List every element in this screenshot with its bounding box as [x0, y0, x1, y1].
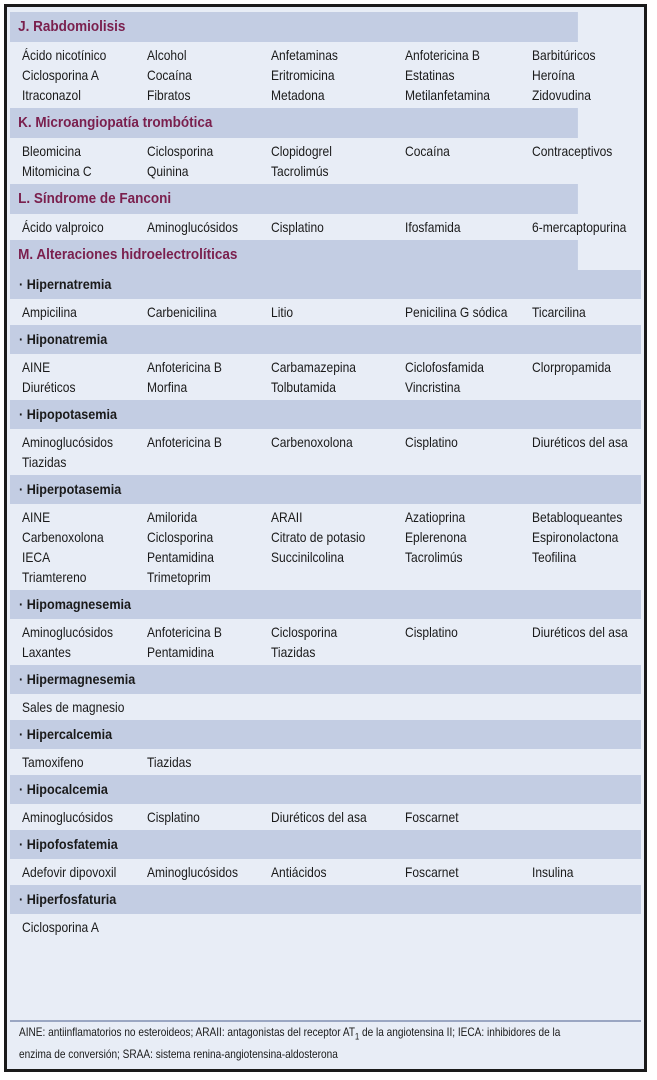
subsection-heading [10, 475, 641, 504]
subsection-title: · Hipermagnesemia [19, 671, 136, 687]
drug-name: Pentamidina [147, 549, 214, 565]
drug-name: Diuréticos del asa [532, 624, 628, 640]
drug-name: Anfotericina B [147, 434, 222, 450]
drug-row [10, 622, 641, 642]
subsection-title: · Hipocalcemia [19, 781, 108, 797]
subsection-heading [10, 270, 641, 299]
drug-row [10, 45, 641, 65]
drug-name: Triamtereno [22, 569, 87, 585]
drug-name: Tiazidas [147, 754, 192, 770]
drug-row [10, 697, 641, 717]
footnote-line-2: enzima de conversión; SRAA: sistema renina-angiotensina-aldosterona [19, 1047, 338, 1062]
drug-row [10, 917, 641, 937]
drug-name: Aminoglucósidos [22, 809, 114, 825]
footnote-text: AINE: antiinflamatorios no esteroideos; ARAII: antagonistas del receptor AT [19, 1025, 355, 1039]
drug-name: Diuréticos del asa [271, 809, 367, 825]
drug-name: Tacrolimús [405, 549, 463, 565]
drug-name: Barbitúricos [532, 47, 596, 63]
drug-list [10, 694, 641, 720]
drug-list [10, 914, 641, 940]
drug-name: Foscarnet [405, 809, 459, 825]
drug-name: Fibratos [147, 87, 191, 103]
drug-name: Aminoglucósidos [22, 434, 114, 450]
drug-name: Tiazidas [271, 644, 316, 660]
drug-name: Adefovir dipovoxil [22, 864, 117, 880]
drug-name: Cisplatino [271, 219, 324, 235]
drug-name: Espironolactona [532, 529, 619, 545]
drug-row [10, 642, 641, 662]
footnote-line-1 [19, 1023, 561, 1045]
drug-name: Bleomicina [22, 143, 81, 159]
subsection-heading [10, 885, 641, 914]
subsection-heading [10, 830, 641, 859]
drug-row [10, 302, 641, 322]
drug-name: Anfotericina B [147, 624, 222, 640]
drug-row [10, 161, 641, 181]
drug-name: Ifosfamida [405, 219, 461, 235]
drug-row [10, 567, 641, 587]
drug-row [10, 357, 641, 377]
drug-row [10, 65, 641, 85]
section-heading: J. Rabdomiolisis [10, 12, 578, 42]
drug-name: AINE [22, 359, 51, 375]
drug-list [10, 138, 641, 184]
drug-name: Azatioprina [405, 509, 466, 525]
drug-list [10, 749, 641, 775]
subsection-title: · Hiponatremia [19, 331, 108, 347]
drug-name: Anfetaminas [271, 47, 338, 63]
drug-name: Ciclosporina A [22, 919, 99, 935]
drug-row [10, 432, 641, 452]
table-body [10, 12, 641, 940]
drug-name: Betabloqueantes [532, 509, 623, 525]
drug-list [10, 354, 641, 400]
drug-name: Ticarcilina [532, 304, 586, 320]
drug-row [10, 527, 641, 547]
drug-name: Aminoglucósidos [147, 219, 239, 235]
drug-name: AINE [22, 509, 51, 525]
drug-name: Tacrolimús [271, 163, 329, 179]
drug-name: Cocaína [147, 67, 192, 83]
drug-name: Carbenicilina [147, 304, 217, 320]
drug-name: Morfina [147, 379, 188, 395]
drug-name: Zidovudina [532, 87, 591, 103]
drug-name: Ciclosporina [271, 624, 338, 640]
drug-name: Cocaína [405, 143, 450, 159]
drug-row [10, 547, 641, 567]
drug-name: Carbamazepina [271, 359, 357, 375]
drug-name: Metilanfetamina [405, 87, 490, 103]
drug-name: Trimetoprim [147, 569, 211, 585]
drug-list [10, 429, 641, 475]
drug-row [10, 85, 641, 105]
subsection-title: · Hipomagnesemia [19, 596, 132, 612]
drug-name: Insulina [532, 864, 574, 880]
subsection-title: · Hipercalcemia [19, 726, 113, 742]
drug-row [10, 141, 641, 161]
drug-name: Ampicilina [22, 304, 77, 320]
drug-name: Metadona [271, 87, 325, 103]
drug-name: Tolbutamida [271, 379, 336, 395]
drug-name: Eplerenona [405, 529, 467, 545]
drug-name: Heroína [532, 67, 575, 83]
subsection-title: · Hiperfosfaturia [19, 891, 117, 907]
subsection-heading [10, 665, 641, 694]
subsection-heading [10, 590, 641, 619]
drug-list [10, 214, 641, 240]
footnote-divider [10, 1020, 641, 1022]
section-heading: L. Síndrome de Fanconi [10, 184, 578, 214]
drug-list [10, 859, 641, 885]
drug-name: Diuréticos del asa [532, 434, 628, 450]
drug-name: ARAII [271, 509, 303, 525]
drug-row [10, 452, 641, 472]
drug-list [10, 42, 641, 108]
drug-name: 6-mercaptopurina [532, 219, 627, 235]
drug-name: Vincristina [405, 379, 461, 395]
drug-name: Laxantes [22, 644, 71, 660]
drug-row [10, 217, 641, 237]
drug-name: Estatinas [405, 67, 455, 83]
footnote [19, 1023, 636, 1063]
drug-name: Tiazidas [22, 454, 67, 470]
drug-name: Clopidogrel [271, 143, 332, 159]
drug-name: Penicilina G sódica [405, 304, 508, 320]
footnote-text: de la angiotensina II; IECA: inhibidores de la [359, 1025, 561, 1039]
subsection-title: · Hipernatremia [19, 276, 112, 292]
footnote-subscript: 1 [355, 1031, 360, 1042]
drug-name: Antiácidos [271, 864, 327, 880]
drug-name: Anfotericina B [405, 47, 480, 63]
drug-list [10, 504, 641, 590]
drug-list [10, 804, 641, 830]
drug-name: Cisplatino [405, 434, 458, 450]
drug-name: Quinina [147, 163, 189, 179]
drug-name: Ácido valproico [22, 219, 104, 235]
drug-row [10, 752, 641, 772]
subsection-heading [10, 775, 641, 804]
drug-name: Aminoglucósidos [147, 864, 239, 880]
drug-name: Eritromicina [271, 67, 335, 83]
drug-name: Tamoxifeno [22, 754, 84, 770]
drug-list [10, 619, 641, 665]
drug-name: Ciclosporina [147, 529, 214, 545]
drug-row [10, 377, 641, 397]
drug-name: Ciclofosfamida [405, 359, 484, 375]
drug-name: Teofilina [532, 549, 577, 565]
drug-name: Carbenoxolona [271, 434, 353, 450]
drug-name: Diuréticos [22, 379, 76, 395]
drug-name: Ácido nicotínico [22, 47, 107, 63]
drug-name: Cisplatino [147, 809, 200, 825]
subsection-heading [10, 720, 641, 749]
section-heading: K. Microangiopatía trombótica [10, 108, 578, 138]
subsection-heading [10, 325, 641, 354]
section-heading: M. Alteraciones hidroelectrolíticas [10, 240, 578, 270]
drug-name: Mitomicina C [22, 163, 92, 179]
drug-name: Aminoglucósidos [22, 624, 114, 640]
drug-name: Cisplatino [405, 624, 458, 640]
drug-name: Contraceptivos [532, 143, 613, 159]
subsection-title: · Hipopotasemia [19, 406, 118, 422]
drug-name: Anfotericina B [147, 359, 222, 375]
drug-list [10, 299, 641, 325]
drug-name: Citrato de potasio [271, 529, 366, 545]
drug-name: Amilorida [147, 509, 198, 525]
drug-name: Alcohol [147, 47, 187, 63]
drug-row [10, 862, 641, 882]
subsection-title: · Hipofosfatemia [19, 836, 118, 852]
drug-row [10, 807, 641, 827]
drug-table [4, 4, 647, 1072]
drug-name: Succinilcolina [271, 549, 344, 565]
drug-name: Pentamidina [147, 644, 214, 660]
drug-name: Sales de magnesio [22, 699, 125, 715]
drug-name: IECA [22, 549, 51, 565]
drug-name: Litio [271, 304, 294, 320]
subsection-title: · Hiperpotasemia [19, 481, 122, 497]
drug-name: Ciclosporina [147, 143, 214, 159]
drug-name: Carbenoxolona [22, 529, 104, 545]
drug-name: Itraconazol [22, 87, 81, 103]
drug-name: Ciclosporina A [22, 67, 99, 83]
drug-row [10, 507, 641, 527]
subsection-heading [10, 400, 641, 429]
drug-name: Foscarnet [405, 864, 459, 880]
drug-name: Clorpropamida [532, 359, 611, 375]
